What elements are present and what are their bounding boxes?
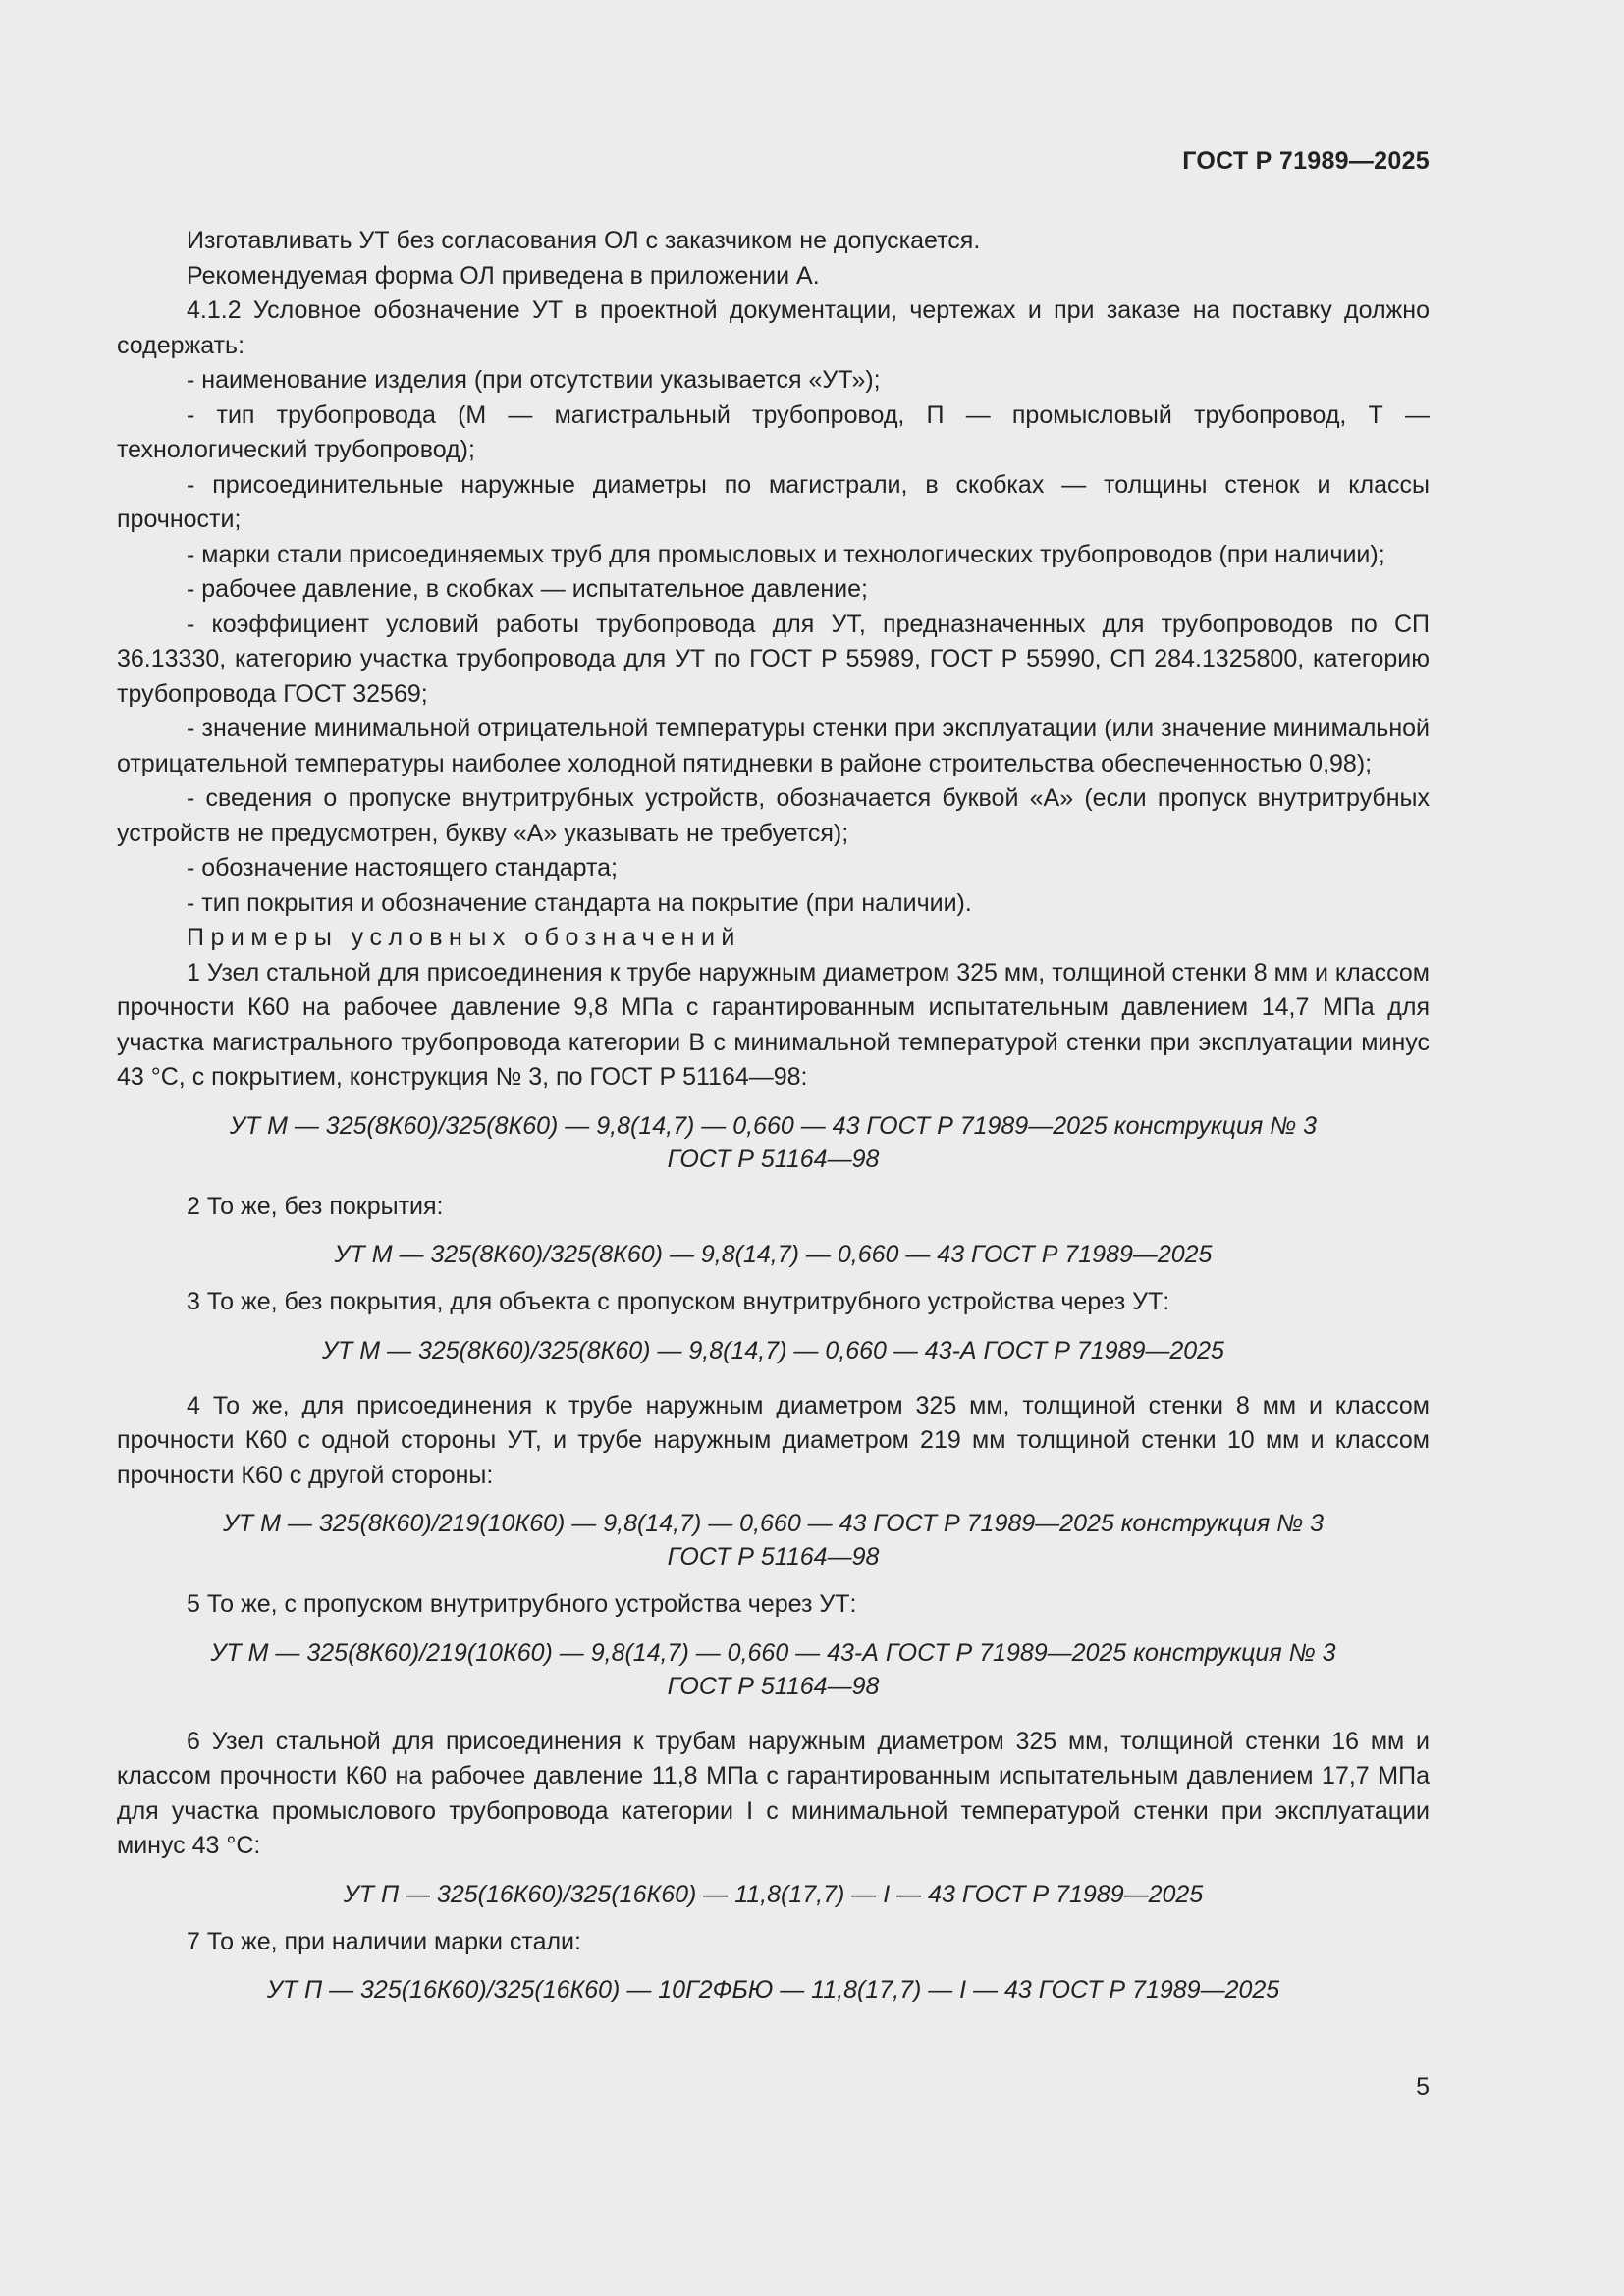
- example-6-formula: УТ П — 325(16К60)/325(16К60) — 11,8(17,7) — I — 43 ГОСТ Р 71989—2025: [343, 1880, 1204, 1908]
- example-1-formula: УТ М — 325(8К60)/325(8К60) — 9,8(14,7) — 0,660 — 43 ГОСТ Р 71989—2025 конструкция № 3: [229, 1111, 1318, 1140]
- example-1-formula-cont: ГОСТ Р 51164—98: [667, 1145, 880, 1173]
- example-7-formula: УТ П — 325(16К60)/325(16К60) — 10Г2ФБЮ — 11,8(17,7) — I — 43 ГОСТ Р 71989—2025: [266, 1976, 1280, 2003]
- example-2-text: 2 То же, без покрытия:: [187, 1192, 444, 1220]
- example-4-text: 4 То же, для присоединения к трубе наружным диаметром 325 мм, толщиной стенки 8 мм и классом прочности К60 с одной стороны УТ, и трубе наружным диаметром 219 мм толщиной стенки 10 мм и классом прочности К60 с другой стороны:: [117, 1391, 1430, 1489]
- page-number: 5: [1416, 2073, 1430, 2101]
- example-6-text: 6 Узел стальной для присоединения к трубам наружным диаметром 325 мм, толщиной стенки 16 мм и классом прочности К60 на рабочее давление 11,8 МПа с гарантированным испытательным давлением 17,7 МПа для участка промыслового трубопровода категории I с минимальной температурой стенки при эксплуатации минус 43 °С:: [117, 1727, 1430, 1859]
- list-item: - обозначение настоящего стандарта;: [187, 854, 618, 881]
- list-item: - присоединительные наружные диаметры по магистрали, в скобках — толщины стенок и классы прочности;: [117, 470, 1430, 533]
- page-body: [117, 224, 1430, 2006]
- list-item: - коэффициент условий работы трубопровода для УТ, предназначенных для трубопроводов по СП 36.13330, категорию участка трубопровода для УТ по ГОСТ Р 55989, ГОСТ Р 55990, СП 284.1325800, категорию трубопровода ГОСТ 32569;: [117, 610, 1430, 708]
- list-item: - рабочее давление, в скобках — испытательное давление;: [187, 575, 868, 603]
- example-2-formula: УТ М — 325(8К60)/325(8К60) — 9,8(14,7) — 0,660 — 43 ГОСТ Р 71989—2025: [334, 1241, 1213, 1268]
- example-7-text: 7 То же, при наличии марки стали:: [187, 1927, 581, 1955]
- example-4-formula-cont: ГОСТ Р 51164—98: [667, 1543, 880, 1571]
- example-1-text: 1 Узел стальной для присоединения к трубе наружным диаметром 325 мм, толщиной стенки 8 мм и классом прочности К60 на рабочее давление 9,8 МПа с гарантированным испытательным давлением 14,7 МПа для участка магистрального трубопровода категории В с минимальной температурой стенки при эксплуатации минус 43 °С, с покрытием, конструкция № 3, по ГОСТ Р 51164—98:: [117, 958, 1430, 1091]
- example-3-text: 3 То же, без покрытия, для объекта с пропуском внутритрубного устройства через УТ:: [187, 1288, 1170, 1315]
- example-3-formula: УТ М — 325(8К60)/325(8К60) — 9,8(14,7) — 0,660 — 43-А ГОСТ Р 71989—2025: [322, 1336, 1224, 1364]
- list-item: - значение минимальной отрицательной температуры стенки при эксплуатации (или значение минимальной отрицательной температуры наиболее холодной пятидневки в районе строительства обеспеченностью 0,98);: [117, 715, 1430, 777]
- paragraph-ol-form: Рекомендуемая форма ОЛ приведена в приложении А.: [187, 261, 820, 290]
- list-item: - наименование изделия (при отсутствии указывается «УТ»);: [187, 366, 881, 394]
- list-item: - марки стали присоединяемых труб для промысловых и технологических трубопроводов (при наличии);: [187, 540, 1385, 568]
- paragraph-ol-approval: Изготавливать УТ без согласования ОЛ с заказчиком не допускается.: [187, 227, 981, 254]
- example-4-formula: УТ М — 325(8К60)/219(10К60) — 9,8(14,7) — 0,660 — 43 ГОСТ Р 71989—2025 конструкция № 3: [222, 1510, 1325, 1537]
- list-item: - тип покрытия и обозначение стандарта на покрытие (при наличии).: [187, 888, 972, 917]
- document-designation: ГОСТ Р 71989—2025: [1182, 147, 1430, 175]
- list-item: - сведения о пропуске внутритрубных устройств, обозначается буквой «А» (если пропуск внутритрубных устройств не предусмотрен, букву «А» указывать не требуется);: [117, 784, 1430, 847]
- list-item: - тип трубопровода (М — магистральный трубопровод, П — промысловый трубопровод, Т — технологический трубопровод);: [117, 400, 1430, 463]
- example-5-text: 5 То же, с пропуском внутритрубного устройства через УТ:: [187, 1590, 857, 1618]
- paragraph-4-1-2: 4.1.2 Условное обозначение УТ в проектной документации, чертежах и при заказе на поставку должно содержать:: [117, 296, 1430, 359]
- example-5-formula: УТ М — 325(8К60)/219(10К60) — 9,8(14,7) — 0,660 — 43-А ГОСТ Р 71989—2025 конструкция № 3: [210, 1638, 1336, 1667]
- example-5-formula-cont: ГОСТ Р 51164—98: [667, 1672, 880, 1700]
- examples-heading: Примеры условных обозначений: [187, 924, 741, 951]
